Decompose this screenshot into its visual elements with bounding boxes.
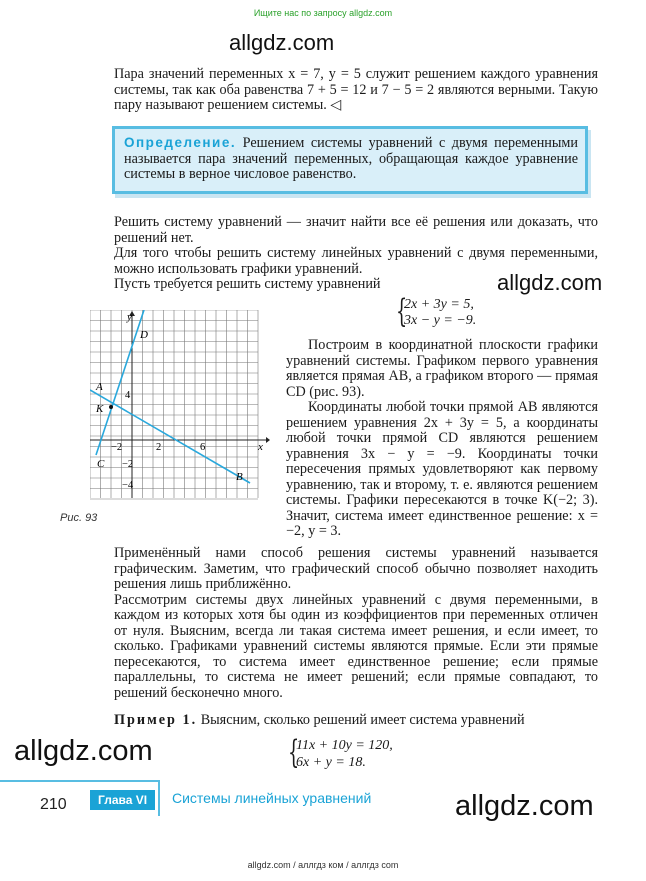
graph-paragraphs	[286, 338, 598, 540]
watermark: allgdz.com	[455, 790, 594, 822]
definition-heading: Определение.	[124, 135, 237, 150]
watermark: allgdz.com	[229, 30, 335, 55]
system1-equation-1: 2x + 3y = 5,	[404, 297, 474, 312]
equation-system-2	[288, 733, 428, 771]
paragraph-use-graphs: Для того чтобы решить систему линейных уравнений с двумя переменными, можно использовать графики уравнений.	[114, 245, 598, 277]
system2-equation-1: 11x + 10y = 120,	[296, 738, 393, 753]
brace-icon: {	[396, 292, 408, 330]
example-paragraph	[114, 713, 598, 729]
paragraph-systems-analysis: Рассмотрим системы двух линейных уравнений с двумя переменными, в каждом из которых хотя бы один из коэффициентов при переменных отличен от нуля. Выясним, всегда ли такая система имеет решения, и если имеет, то сколько. Графиками уравнений системы являются прямые. Если эти прямые пересекаются, то система имеет единственное решение; если прямые параллельны, то система не имеет решений; если прямые совпадают, то решений бесконечно много.	[114, 591, 598, 701]
intro-paragraph: Пара значений переменных x = 7, y = 5 служит решением каждого уравнения системы, так как оба равенства 7 + 5 = 12 и 7 − 5 = 2 являются верными. Такую пару называют решением системы. ◁	[114, 66, 598, 113]
watermark: allgdz.com	[14, 735, 153, 767]
tick-y-4: 4	[125, 390, 131, 401]
line-AB	[90, 390, 250, 483]
chapter-title: Системы линейных уравнений	[172, 790, 372, 806]
paragraph-graphical-method: Применённый нами способ решения системы уравнений называется графическим. Заметим, что графический способ обычно позволяет находить решения лишь приближённо.	[114, 545, 598, 592]
watermark: allgdz.com	[497, 270, 603, 295]
label-B: B	[236, 471, 243, 483]
label-C: C	[97, 458, 105, 470]
label-D: D	[140, 329, 148, 341]
definition-text	[124, 135, 578, 183]
top-search-hint[interactable]: Ищите нас по запросу allgdz.com	[253, 8, 393, 18]
point-K	[109, 405, 113, 409]
tick-y-minus-4: −4	[122, 480, 134, 491]
paragraph-build-graphs: Построим в координатной плоскости графики уравнений системы. Графиком первого уравнения является прямая AB, а графиком второго — прямая CD (рис. 93).	[286, 337, 598, 400]
tick-x-minus-2: −2	[111, 442, 123, 453]
system1-equation-2: 3x − y = −9.	[404, 313, 477, 328]
example-label: Пример 1.	[114, 712, 198, 728]
equation-system-1	[396, 292, 506, 330]
x-axis-arrow-icon	[266, 437, 270, 443]
label-K: K	[96, 403, 104, 415]
line-CD	[96, 310, 144, 455]
tick-x-2: 2	[156, 442, 162, 453]
solve-paragraphs	[114, 215, 598, 293]
figure-93-graph	[90, 310, 270, 500]
definition-body: Решением системы уравнений с двумя переменными называется пара значений переменных, обращающая каждое уравнение системы в верное числовое равенство.	[124, 135, 578, 182]
paragraph-solve-definition: Решить систему уравнений — значит найти все её решения или доказать, что решений нет.	[114, 214, 598, 246]
example-text: Выясним, сколько решений имеет система уравнений	[200, 712, 525, 728]
paragraph-let-solve: Пусть требуется решить систему уравнений	[114, 276, 381, 292]
system2-equation-2: 6x + y = 18.	[296, 755, 366, 770]
paragraph-coordinates: Координаты любой точки прямой AB являются решением уравнения 2x + 3y = 5, а координаты любой точки прямой CD являются решением уравнения 3x − y = −9. Координаты точки пересечения прямых удовлетворяют как первому уравнению, так и второму, т. е. являются решением системы. Графики пересекаются в точке K(−2; 3). Значит, система имеет единственное решение: x = −2, y = 3.	[286, 399, 598, 539]
chapter-tag: Глава VI	[90, 790, 155, 810]
tick-y-minus-2: −2	[122, 459, 134, 470]
method-paragraphs	[114, 546, 598, 701]
figure-caption: Рис. 93	[60, 512, 98, 524]
label-x-axis: x	[258, 441, 263, 453]
label-A: A	[96, 381, 103, 393]
page-number: 210	[40, 796, 67, 813]
tick-x-6: 6	[200, 442, 206, 453]
label-y-axis: y	[127, 311, 132, 323]
brace-icon: {	[288, 733, 300, 771]
bottom-links[interactable]: allgdz.com / аллгдз ком / аллгдз com	[247, 860, 399, 870]
